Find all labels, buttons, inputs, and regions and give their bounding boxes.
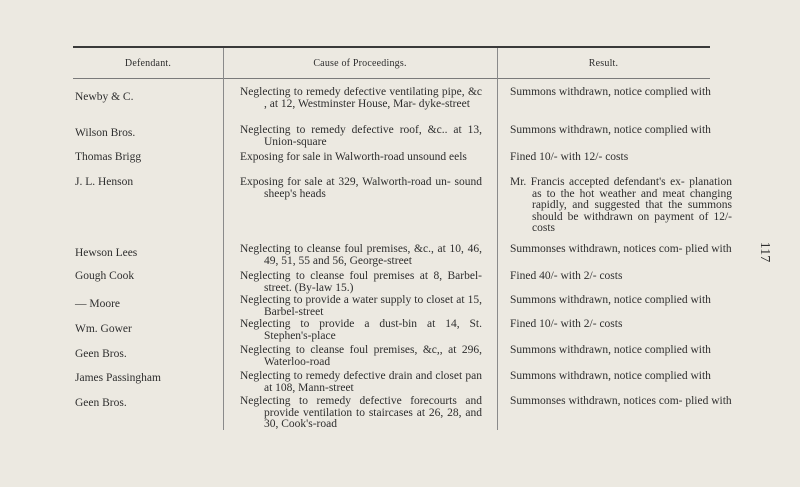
result-cell: Mr. Francis accepted defendant's ex- planation as to the hot weather and meat changing rapidly, and suggested that the summons should be withdrawn on payment of 12/- costs [510, 176, 732, 234]
result-cell: Summonses withdrawn, notices com- plied with [510, 243, 732, 255]
cause-cell: Neglecting to remedy defective drain and closet pan at 108, Mann-street [240, 370, 482, 394]
cause-cell: Exposing for sale in Walworth-road unsound eels [240, 151, 467, 163]
cause-cell: Neglecting to remedy defective forecourts and provide ventilation to staircases at 26, 28, and 30, Cook's-road [240, 395, 482, 430]
cause-cell: Neglecting to remedy defective ventilating pipe, &c , at 12, Westminster House, Mar- dyke-street [240, 86, 482, 110]
header-cause: Cause of Proceedings. [313, 58, 407, 69]
cause-cell: Neglecting to cleanse foul premises at 8, Barbel-street. (By-law 15.) [240, 270, 482, 294]
page-number: 117 [757, 241, 773, 263]
header-result: Result. [588, 58, 619, 69]
defendant-cell: Wm. Gower [75, 323, 132, 335]
result-cell: Summons withdrawn, notice complied with [510, 344, 711, 356]
result-cell: Fined 10/- with 12/- costs [510, 151, 629, 163]
result-cell: Summonses withdrawn, notices com- plied with [510, 395, 732, 407]
defendant-cell: Geen Bros. [75, 397, 127, 409]
defendant-cell: — Moore [75, 298, 121, 310]
result-cell: Summons withdrawn, notice complied with [510, 370, 711, 382]
cause-cell: Exposing for sale at 329, Walworth-road un- sound sheep's heads [240, 176, 482, 200]
defendant-cell: Hewson Lees [75, 247, 138, 259]
defendant-cell: Wilson Bros. [75, 127, 136, 139]
defendant-cell: Gough Cook [75, 270, 135, 282]
column-divider [497, 48, 498, 430]
cause-cell: Neglecting to remedy defective roof, &c.. at 13, Union-square [240, 124, 482, 148]
cause-cell: Neglecting to provide a water supply to closet at 15, Barbel-street [240, 294, 482, 318]
result-cell: Summons withdrawn, notice complied with [510, 124, 711, 136]
result-cell: Fined 40/- with 2/- costs [510, 270, 623, 282]
defendant-cell: Newby & C. [75, 91, 134, 103]
cause-cell: Neglecting to cleanse foul premises, &c,, at 296, Waterloo-road [240, 344, 482, 368]
header-defendant: Defendant. [124, 58, 172, 69]
result-cell: Summons withdrawn, notice complied with [510, 294, 711, 306]
result-cell: Fined 10/- with 2/- costs [510, 318, 623, 330]
defendant-cell: Thomas Brigg [75, 151, 142, 163]
column-divider [223, 48, 224, 430]
cause-cell: Neglecting to provide a dust-bin at 14, St. Stephen's-place [240, 318, 482, 342]
result-cell: Summons withdrawn, notice complied with [510, 86, 711, 98]
header-rule [73, 78, 710, 79]
cause-cell: Neglecting to cleanse foul premises, &c., at 10, 46, 49, 51, 55 and 56, George-street [240, 243, 482, 267]
defendant-cell: Geen Bros. [75, 348, 127, 360]
defendant-cell: James Passingham [75, 372, 161, 384]
top-rule [73, 46, 710, 48]
defendant-cell: J. L. Henson [75, 176, 134, 188]
